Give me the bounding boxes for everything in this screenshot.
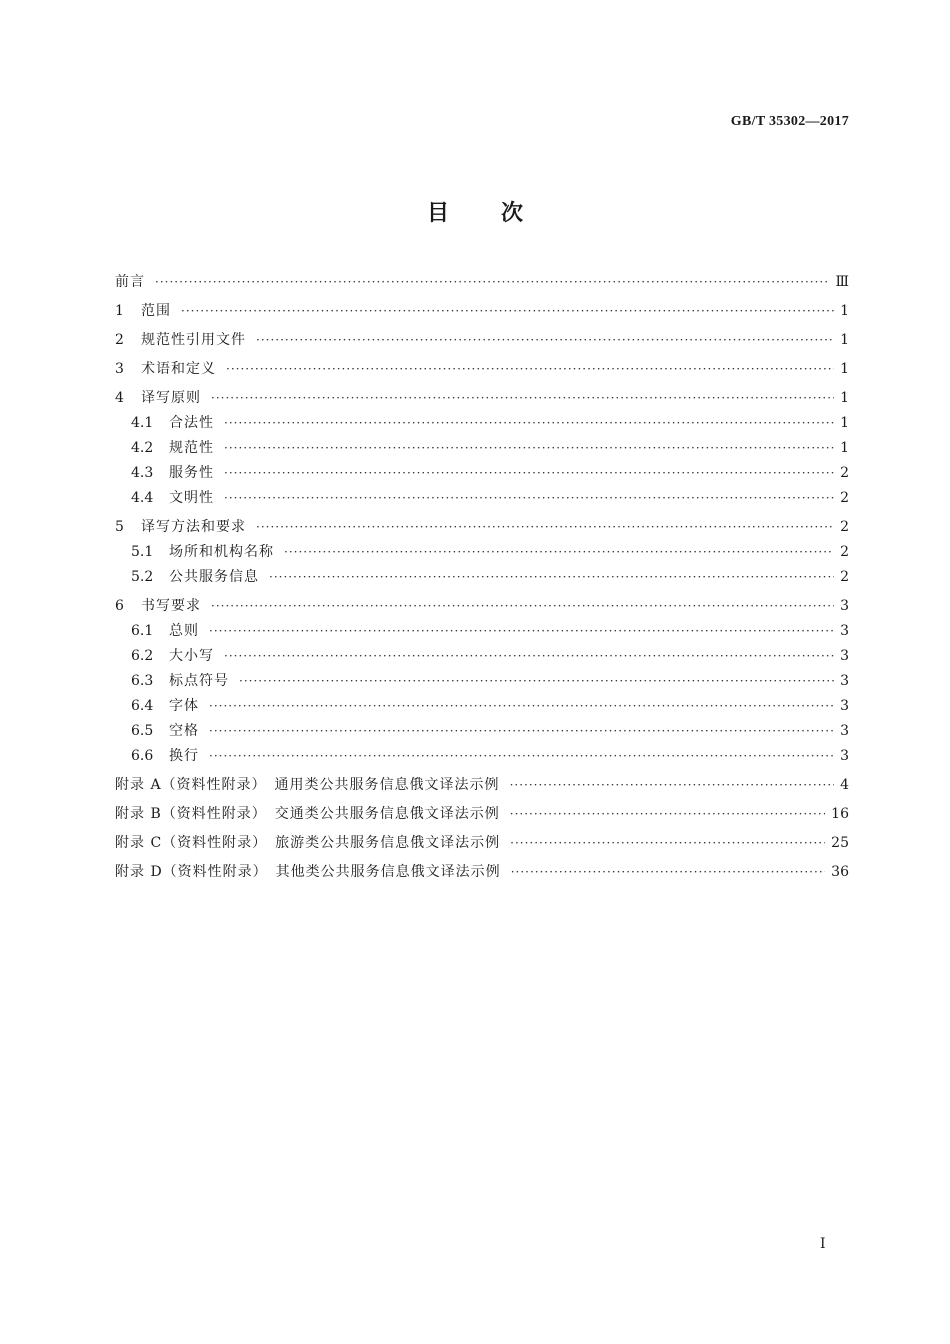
toc-leader-dots — [224, 644, 834, 669]
toc-entry[interactable] — [115, 436, 849, 461]
toc-entry-page: 3 — [840, 748, 849, 764]
toc-leader-dots — [510, 802, 825, 827]
toc-entry-page: 3 — [840, 648, 849, 664]
toc-leader-dots — [209, 744, 834, 769]
toc-leader-dots — [256, 328, 834, 353]
toc-entry-label: 前言 — [115, 274, 145, 290]
toc-entry[interactable] — [115, 328, 849, 353]
toc-entry-page: 3 — [840, 673, 849, 689]
toc-entry[interactable] — [115, 669, 849, 694]
page-title — [0, 196, 950, 227]
toc-entry-number: 3 — [115, 361, 124, 377]
toc-entry-page: 1 — [840, 361, 849, 377]
toc-entry-page: 3 — [840, 698, 849, 714]
toc-entry[interactable] — [115, 773, 849, 798]
toc-leader-dots — [269, 565, 834, 590]
toc-entry-label: 场所和机构名称 — [169, 544, 274, 560]
toc-entry-label: 换行 — [169, 748, 199, 764]
toc-entry[interactable] — [115, 860, 849, 885]
toc-leader-dots — [224, 461, 834, 486]
toc-entry[interactable] — [115, 299, 849, 324]
toc-entry-number: 4.1 — [131, 415, 154, 431]
toc-leader-dots — [239, 669, 834, 694]
toc-entry-page: 2 — [840, 569, 849, 585]
toc-entry[interactable] — [115, 357, 849, 382]
toc-entry-page: 1 — [840, 390, 849, 406]
toc-entry-number: 4.2 — [131, 440, 154, 456]
toc-entry-page: 4 — [840, 777, 849, 793]
toc-entry-page: 3 — [840, 723, 849, 739]
toc-entry-page: 2 — [840, 544, 849, 560]
toc-leader-dots — [209, 719, 834, 744]
toc-entry[interactable] — [115, 594, 849, 619]
toc-entry-number: 2 — [115, 332, 124, 348]
toc-leader-dots — [211, 594, 834, 619]
standard-code: GB/T 35302—2017 — [730, 114, 849, 129]
toc-entry-label: 术语和定义 — [141, 361, 216, 377]
toc-entry-label: 总则 — [169, 623, 199, 639]
toc-entry-page: 2 — [840, 490, 849, 506]
toc-entry[interactable] — [115, 694, 849, 719]
toc-entry[interactable] — [115, 831, 849, 856]
page-number: Ⅰ — [820, 1236, 826, 1252]
toc-leader-dots — [256, 515, 834, 540]
toc-entry-label: 附录 B（资料性附录） 交通类公共服务信息俄文译法示例 — [115, 806, 500, 822]
toc-entry-label: 附录 A（资料性附录） 通用类公共服务信息俄文译法示例 — [115, 777, 500, 793]
toc-entry-page: 2 — [840, 465, 849, 481]
toc-entry-number: 4 — [115, 390, 124, 406]
toc-entry-number: 6.4 — [131, 698, 154, 714]
toc-entry-page: 25 — [831, 835, 849, 851]
toc-entry-label: 大小写 — [169, 648, 214, 664]
toc-entry-label: 附录 D（资料性附录） 其他类公共服务信息俄文译法示例 — [115, 864, 501, 880]
toc-entry-label: 译写原则 — [141, 390, 201, 406]
toc-entry[interactable] — [115, 386, 849, 411]
toc-entry-label: 范围 — [141, 303, 171, 319]
toc-entry[interactable] — [115, 619, 849, 644]
toc-entry-page: Ⅲ — [835, 274, 849, 290]
toc-leader-dots — [226, 357, 834, 382]
toc-entry-label: 规范性 — [169, 440, 214, 456]
toc-leader-dots — [155, 270, 829, 295]
toc-leader-dots — [181, 299, 834, 324]
toc-entry-label: 标点符号 — [169, 673, 229, 689]
toc-leader-dots — [224, 436, 834, 461]
toc-leader-dots — [510, 831, 825, 856]
toc-entry-label: 译写方法和要求 — [141, 519, 246, 535]
toc-entry-label: 空格 — [169, 723, 199, 739]
toc-entry-number: 6.5 — [131, 723, 154, 739]
toc-entry-label: 合法性 — [169, 415, 214, 431]
toc-entry-number: 6 — [115, 598, 124, 614]
toc-entry-page: 2 — [840, 519, 849, 535]
toc-entry[interactable] — [115, 270, 849, 295]
toc-entry-number: 6.1 — [131, 623, 154, 639]
toc-entry-number: 5 — [115, 519, 124, 535]
toc-entry[interactable] — [115, 461, 849, 486]
toc-entry[interactable] — [115, 644, 849, 669]
toc-leader-dots — [224, 411, 834, 436]
toc-entry-label: 附录 C（资料性附录） 旅游类公共服务信息俄文译法示例 — [115, 835, 501, 851]
toc-entry-label: 服务性 — [169, 465, 214, 481]
toc-entry-page: 1 — [840, 303, 849, 319]
toc-leader-dots — [224, 486, 834, 511]
toc-entry-number: 6.6 — [131, 748, 154, 764]
toc-leader-dots — [510, 773, 835, 798]
toc-entry-label: 字体 — [169, 698, 199, 714]
toc-entry-label: 公共服务信息 — [169, 569, 259, 585]
toc-entry[interactable] — [115, 802, 849, 827]
toc-entry[interactable] — [115, 515, 849, 540]
toc-leader-dots — [511, 860, 825, 885]
toc-entry-page: 16 — [831, 806, 849, 822]
toc-entry-label: 文明性 — [169, 490, 214, 506]
toc-entry-page: 3 — [840, 623, 849, 639]
toc-entry-page: 1 — [840, 440, 849, 456]
toc-entry-number: 6.2 — [131, 648, 154, 664]
title-part-2: 次 — [501, 201, 524, 226]
toc-leader-dots — [284, 540, 834, 565]
toc-entry[interactable] — [115, 411, 849, 436]
toc-entry[interactable] — [115, 540, 849, 565]
toc-leader-dots — [209, 694, 834, 719]
toc-entry-number: 4.4 — [131, 490, 154, 506]
toc-leader-dots — [209, 619, 834, 644]
toc-entry-number: 4.3 — [131, 465, 154, 481]
toc-entry-number: 1 — [115, 303, 124, 319]
toc-entry-number: 5.2 — [131, 569, 154, 585]
toc-entry-page: 36 — [831, 864, 849, 880]
toc-entry-label: 书写要求 — [141, 598, 201, 614]
toc-entry[interactable] — [115, 486, 849, 511]
toc-leader-dots — [211, 386, 834, 411]
toc-entry[interactable] — [115, 744, 849, 769]
toc-entry-page: 1 — [840, 332, 849, 348]
toc-entry-number: 6.3 — [131, 673, 154, 689]
toc-entry-number: 5.1 — [131, 544, 154, 560]
title-part-1: 目 — [426, 201, 449, 226]
toc-entry-label: 规范性引用文件 — [141, 332, 246, 348]
toc-entry[interactable] — [115, 719, 849, 744]
toc-entry[interactable] — [115, 565, 849, 590]
table-of-contents — [115, 270, 849, 885]
toc-entry-page: 1 — [840, 415, 849, 431]
toc-entry-page: 3 — [840, 598, 849, 614]
